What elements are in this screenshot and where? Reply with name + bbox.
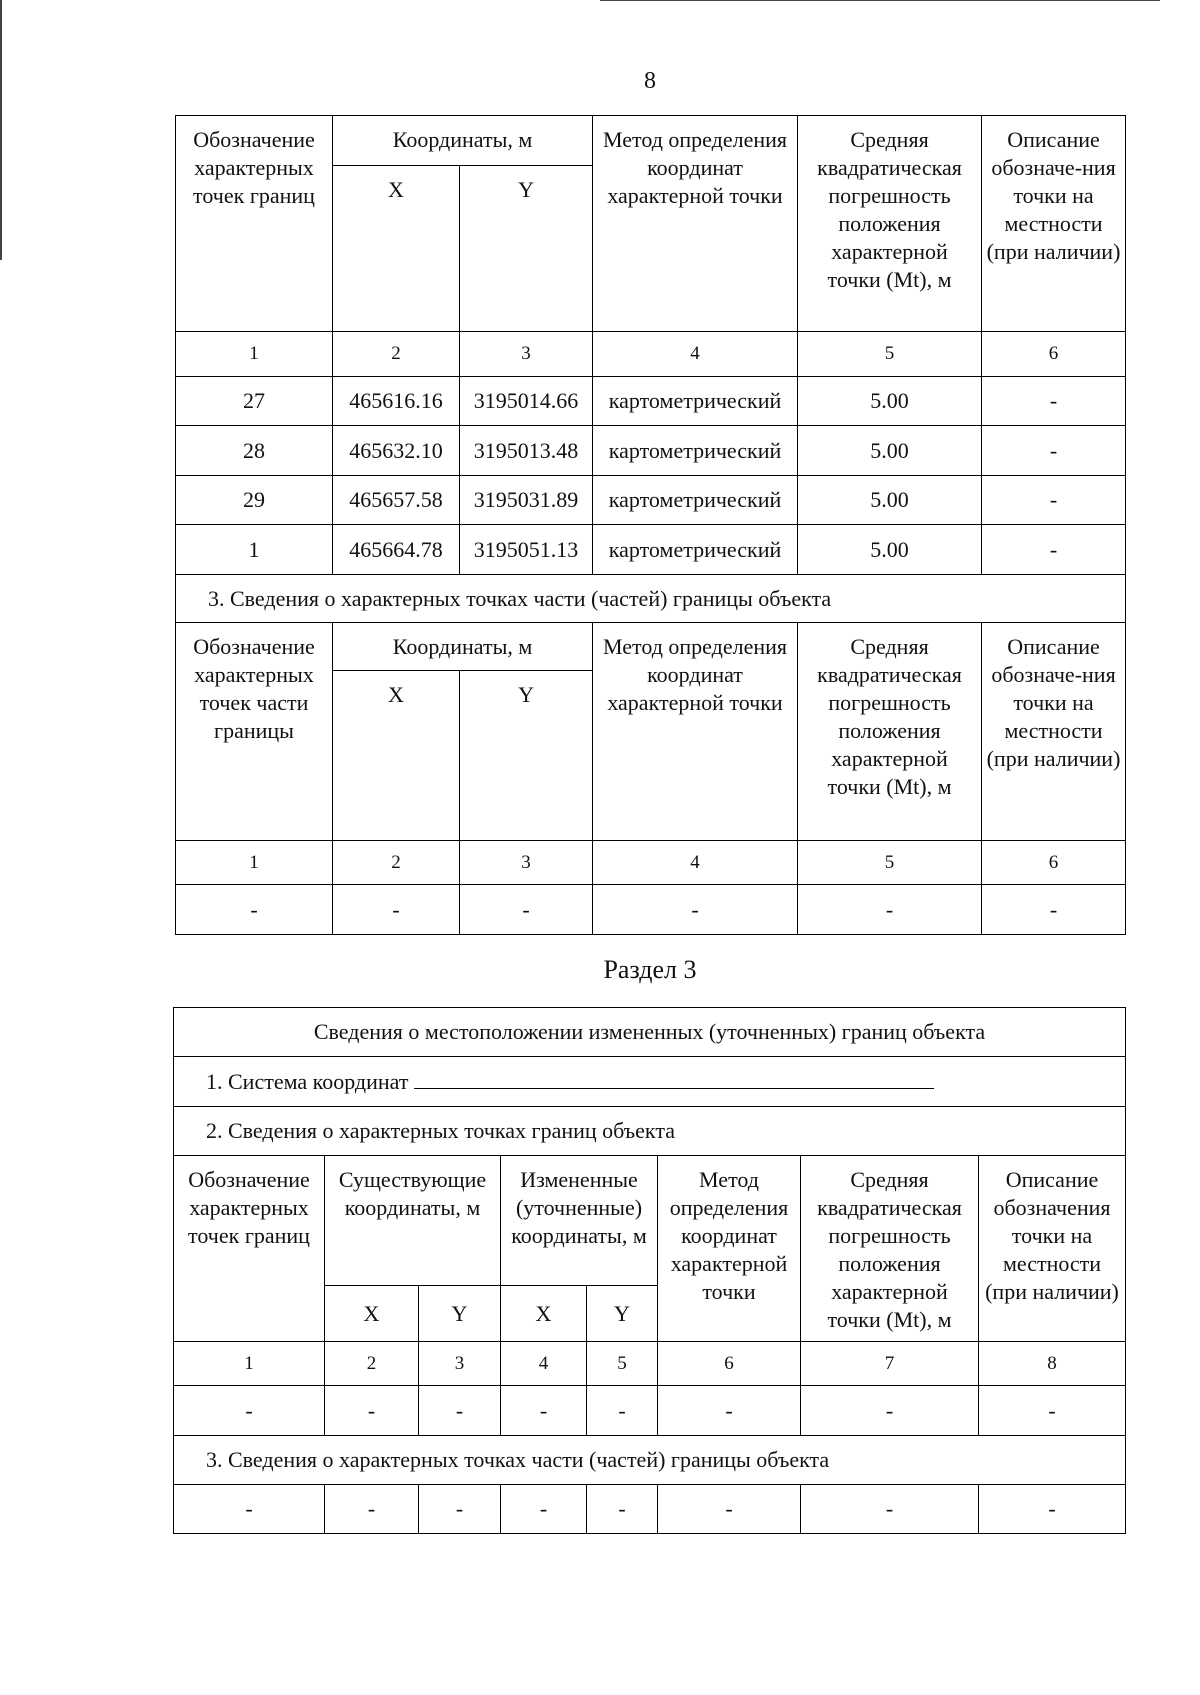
column-number: 3 <box>460 841 593 885</box>
header-x: X <box>333 166 460 332</box>
empty-cell: - <box>587 1386 658 1436</box>
column-number: 7 <box>801 1342 979 1386</box>
column-number: 6 <box>982 841 1126 885</box>
empty-cell: - <box>501 1386 587 1436</box>
empty-cell: - <box>979 1485 1126 1534</box>
coord-y: 3195014.66 <box>460 377 593 426</box>
header-error: Средняя квадратическая погрешность положения характерной точки (Mt), м <box>798 623 982 841</box>
points-title: 2. Сведения о характерных точках границ объекта <box>174 1107 1126 1156</box>
empty-cell: - <box>593 885 798 935</box>
table-row <box>176 426 1126 476</box>
point-id: 27 <box>176 377 333 426</box>
header-error: Средняя квадратическая погрешность положения характерной точки (Mt), м <box>801 1156 979 1342</box>
table-row <box>176 476 1126 525</box>
scan-top-mark <box>600 0 1160 1</box>
coord-y: 3195031.89 <box>460 476 593 525</box>
empty-cell: - <box>419 1386 501 1436</box>
header-coordinates: Координаты, м <box>333 623 593 671</box>
error: 5.00 <box>798 377 982 426</box>
column-number: 6 <box>658 1342 801 1386</box>
coord-system-blank <box>414 1068 934 1089</box>
description: - <box>982 426 1126 476</box>
empty-cell: - <box>979 1386 1126 1436</box>
header-description: Описание обозначе-ния точки на местности (при наличии) <box>982 623 1126 841</box>
header-coordinates: Координаты, м <box>333 116 593 166</box>
column-number: 5 <box>587 1342 658 1386</box>
coord-x: 465616.16 <box>333 377 460 426</box>
empty-cell: - <box>798 885 982 935</box>
subsection-title: 3. Сведения о характерных точках части (частей) границы объекта <box>176 575 1126 623</box>
column-number: 3 <box>419 1342 501 1386</box>
point-id: 1 <box>176 525 333 575</box>
header-designation: Обозначение характерных точек границ <box>176 116 333 332</box>
header-x-changed: X <box>501 1286 587 1342</box>
header-y-existing: Y <box>419 1286 501 1342</box>
page-number: 8 <box>644 68 656 94</box>
column-number: 6 <box>982 332 1126 377</box>
description: - <box>982 476 1126 525</box>
point-id: 29 <box>176 476 333 525</box>
column-number: 5 <box>798 332 982 377</box>
table-row <box>176 377 1126 426</box>
empty-cell: - <box>174 1386 325 1436</box>
coord-y: 3195051.13 <box>460 525 593 575</box>
empty-cell: - <box>801 1485 979 1534</box>
coord-x: 465632.10 <box>333 426 460 476</box>
header-error: Средняя квадратическая погрешность положения характерной точки (Mt), м <box>798 116 982 332</box>
column-number: 4 <box>593 841 798 885</box>
empty-cell: - <box>333 885 460 935</box>
column-number: 1 <box>176 332 333 377</box>
description: - <box>982 525 1126 575</box>
empty-cell: - <box>174 1485 325 1534</box>
coord-x: 465657.58 <box>333 476 460 525</box>
header-y-changed: Y <box>587 1286 658 1342</box>
table-title: Сведения о местоположении измененных (уточненных) границ объекта <box>174 1008 1126 1057</box>
empty-cell: - <box>658 1485 801 1534</box>
column-number: 3 <box>460 332 593 377</box>
column-number: 5 <box>798 841 982 885</box>
empty-cell: - <box>176 885 333 935</box>
header-x: X <box>333 671 460 841</box>
coord-system-label: 1. Система координат <box>206 1068 409 1094</box>
table-row <box>176 525 1126 575</box>
coord-system-row <box>174 1057 1126 1107</box>
header-y: Y <box>460 671 593 841</box>
empty-cell: - <box>801 1386 979 1436</box>
empty-cell: - <box>325 1485 419 1534</box>
header-description: Описание обозначения точки на местности (при наличии) <box>979 1156 1126 1342</box>
empty-cell: - <box>587 1485 658 1534</box>
table-row <box>174 1485 1126 1534</box>
empty-cell: - <box>419 1485 501 1534</box>
error: 5.00 <box>798 476 982 525</box>
empty-cell: - <box>658 1386 801 1436</box>
header-designation: Обозначение характерных точек части границы <box>176 623 333 841</box>
header-method: Метод определения координат характерной точки <box>658 1156 801 1342</box>
column-number: 4 <box>501 1342 587 1386</box>
empty-cell: - <box>501 1485 587 1534</box>
table-row <box>174 1386 1126 1436</box>
column-number: 2 <box>333 332 460 377</box>
header-x-existing: X <box>325 1286 419 1342</box>
method: картометрический <box>593 426 798 476</box>
empty-cell: - <box>982 885 1126 935</box>
column-number: 2 <box>325 1342 419 1386</box>
error: 5.00 <box>798 426 982 476</box>
header-existing-coordinates: Существующие координаты, м <box>325 1156 501 1286</box>
changed-boundaries-table <box>173 1007 1126 1534</box>
header-y: Y <box>460 166 593 332</box>
description: - <box>982 377 1126 426</box>
method: картометрический <box>593 525 798 575</box>
column-number: 1 <box>176 841 333 885</box>
column-number: 4 <box>593 332 798 377</box>
error: 5.00 <box>798 525 982 575</box>
header-description: Описание обозначе-ния точки на местности (при наличии) <box>982 116 1126 332</box>
column-number: 2 <box>333 841 460 885</box>
method: картометрический <box>593 476 798 525</box>
header-method: Метод определения координат характерной точки <box>593 623 798 841</box>
point-id: 28 <box>176 426 333 476</box>
header-changed-coordinates: Измененные (уточненные) координаты, м <box>501 1156 658 1286</box>
method: картометрический <box>593 377 798 426</box>
empty-cell: - <box>460 885 593 935</box>
column-number: 8 <box>979 1342 1126 1386</box>
boundary-points-table <box>175 115 1126 935</box>
parts-title: 3. Сведения о характерных точках части (частей) границы объекта <box>174 1436 1126 1485</box>
header-method: Метод определения координат характерной точки <box>593 116 798 332</box>
table-row <box>176 885 1126 935</box>
column-number: 1 <box>174 1342 325 1386</box>
section-title: Раздел 3 <box>603 955 697 984</box>
scan-edge-mark <box>0 0 2 260</box>
header-designation: Обозначение характерных точек границ <box>174 1156 325 1342</box>
coord-x: 465664.78 <box>333 525 460 575</box>
empty-cell: - <box>325 1386 419 1436</box>
coord-y: 3195013.48 <box>460 426 593 476</box>
